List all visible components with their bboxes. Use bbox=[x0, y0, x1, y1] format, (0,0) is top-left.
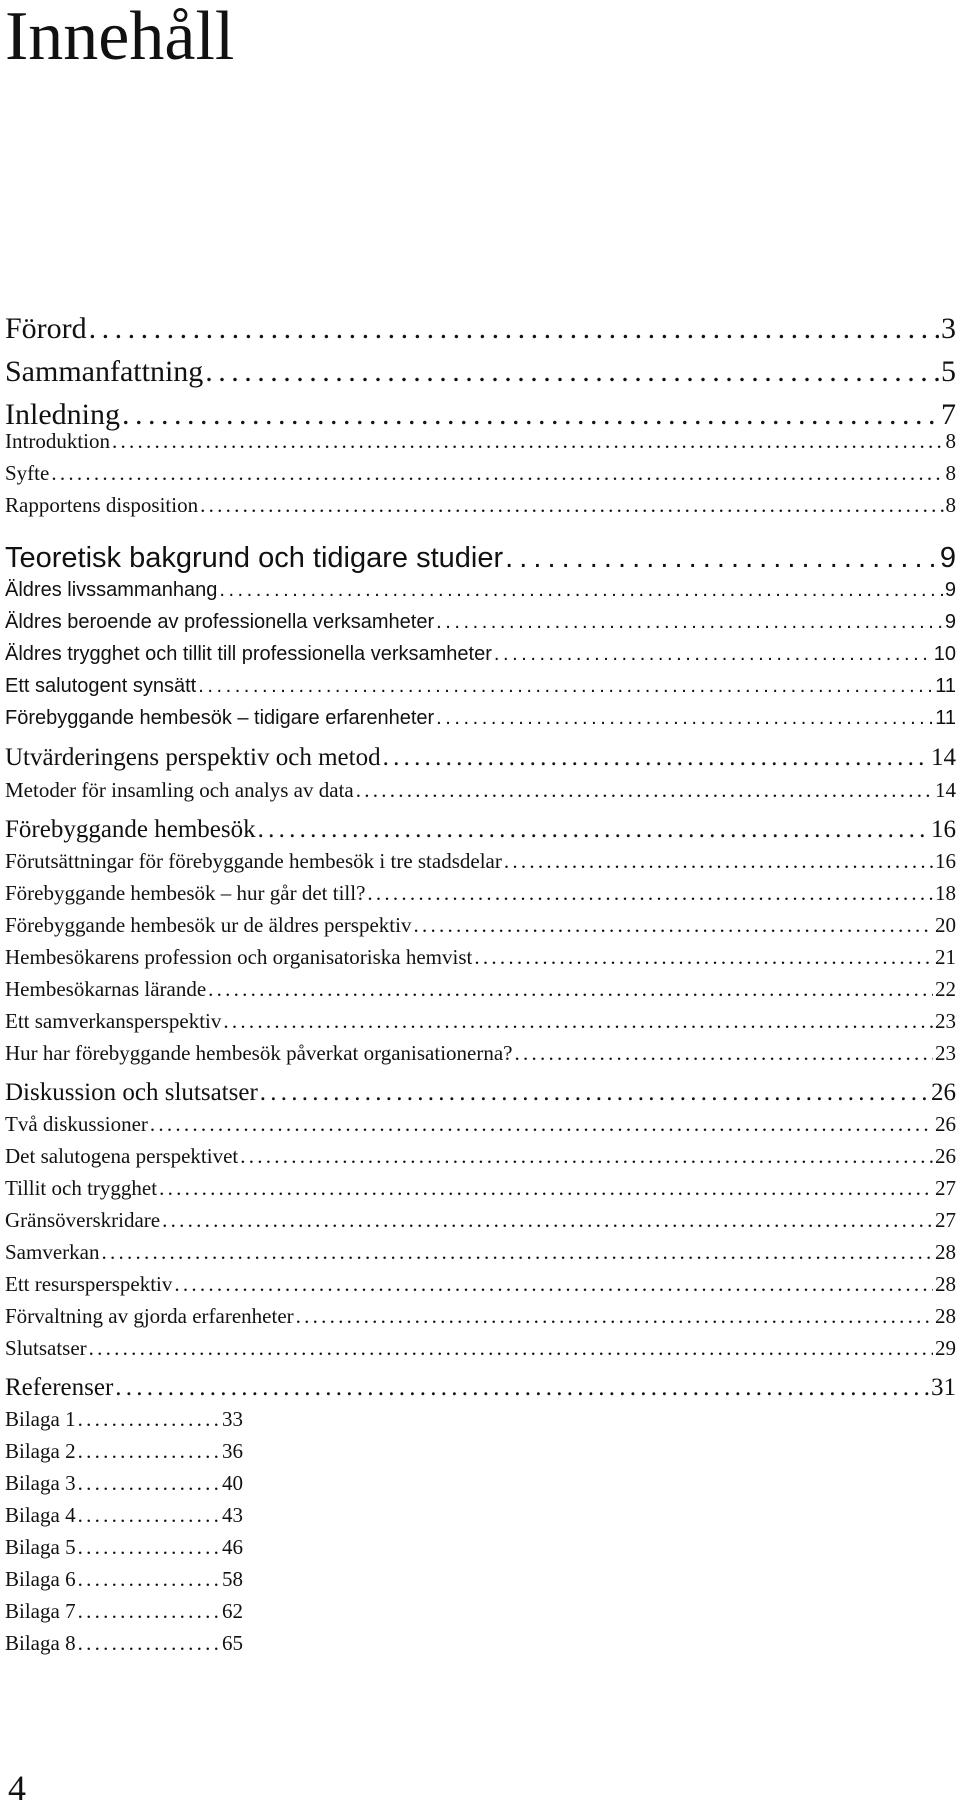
toc-label: Förebyggande hembesök – tidigare erfarenheter bbox=[5, 707, 435, 729]
toc-page: 8 bbox=[945, 429, 956, 453]
toc-page: 62 bbox=[222, 1599, 243, 1623]
toc-entry[interactable] bbox=[5, 577, 956, 603]
toc-entry[interactable] bbox=[5, 944, 956, 970]
toc-leader bbox=[78, 1438, 220, 1464]
toc-label: Det salutogena perspektivet bbox=[5, 1144, 239, 1168]
toc-leader bbox=[78, 1406, 220, 1432]
toc-leader bbox=[296, 1303, 933, 1329]
toc-label: Bilaga 5 bbox=[5, 1535, 76, 1559]
toc-label: Bilaga 3 bbox=[5, 1471, 76, 1495]
toc-label: Ett resursperspektiv bbox=[5, 1272, 173, 1296]
toc-entry[interactable] bbox=[5, 880, 956, 906]
toc-entry[interactable] bbox=[5, 492, 956, 518]
toc-page: 5 bbox=[941, 355, 956, 388]
toc-page: 10 bbox=[933, 643, 956, 665]
toc-entry[interactable] bbox=[5, 355, 956, 389]
toc-entry[interactable] bbox=[5, 743, 956, 773]
toc-label: Bilaga 2 bbox=[5, 1439, 76, 1463]
toc-page: 9 bbox=[944, 579, 956, 601]
toc-leader bbox=[198, 673, 933, 699]
toc-page: 8 bbox=[945, 461, 956, 485]
toc-leader bbox=[78, 1470, 220, 1496]
toc-leader bbox=[205, 355, 939, 389]
toc-entry[interactable] bbox=[5, 1111, 956, 1137]
toc-page: 16 bbox=[931, 816, 956, 843]
toc-leader bbox=[504, 848, 933, 874]
toc-label: Förutsättningar för förebyggande hembesök i tre stadsdelar bbox=[5, 849, 502, 873]
toc-entry[interactable] bbox=[5, 848, 956, 874]
toc-label: Syfte bbox=[5, 461, 50, 485]
toc-leader bbox=[436, 705, 933, 731]
toc-leader bbox=[383, 743, 929, 773]
toc-page: 7 bbox=[941, 398, 956, 431]
toc-label: Hembesökarens profession och organisatoriska hemvist bbox=[5, 945, 473, 969]
toc-leader bbox=[436, 609, 943, 635]
toc-page: 14 bbox=[931, 744, 956, 771]
toc-entry[interactable] bbox=[5, 912, 956, 938]
toc-leader bbox=[494, 641, 932, 667]
toc-leader bbox=[174, 1271, 933, 1297]
toc-label: Äldres livssammanhang bbox=[5, 579, 218, 601]
toc-label: Sammanfattning bbox=[5, 355, 204, 388]
toc-entry[interactable] bbox=[5, 705, 956, 731]
toc-page: 26 bbox=[935, 1144, 956, 1168]
toc-entry[interactable] bbox=[5, 460, 956, 486]
toc-entry-appendix[interactable] bbox=[5, 1438, 243, 1464]
toc-page: 28 bbox=[935, 1272, 956, 1296]
toc-label: Diskussion och slutsatser bbox=[5, 1079, 258, 1106]
toc-entry[interactable] bbox=[5, 1271, 956, 1297]
toc-entry-appendix[interactable] bbox=[5, 1566, 243, 1592]
toc-label: Introduktion bbox=[5, 429, 110, 453]
toc-page: 26 bbox=[935, 1112, 956, 1136]
toc-label: Utvärderingens perspektiv och metod bbox=[5, 744, 381, 771]
toc-leader bbox=[122, 398, 939, 432]
toc-label: Slutsatser bbox=[5, 1336, 87, 1360]
toc-page: 11 bbox=[935, 675, 956, 697]
toc-entry-appendix[interactable] bbox=[5, 1598, 243, 1624]
toc-page: 11 bbox=[935, 707, 956, 729]
toc-page: 58 bbox=[222, 1567, 243, 1591]
toc-leader bbox=[515, 1040, 934, 1066]
toc-entry-appendix[interactable] bbox=[5, 1534, 243, 1560]
toc-page: 20 bbox=[935, 913, 956, 937]
toc-page: 22 bbox=[935, 977, 956, 1001]
toc-label: Hur har förebyggande hembesök påverkat organisationerna? bbox=[5, 1041, 513, 1065]
toc-page: 9 bbox=[939, 542, 956, 574]
toc-entry[interactable] bbox=[5, 541, 956, 575]
toc-label: Metoder för insamling och analys av data bbox=[5, 778, 354, 802]
toc-page: 27 bbox=[935, 1176, 956, 1200]
toc-label: Samverkan bbox=[5, 1240, 100, 1264]
toc-entry[interactable] bbox=[5, 641, 956, 667]
toc-leader bbox=[78, 1534, 220, 1560]
toc-leader bbox=[78, 1502, 220, 1528]
page-number: 4 bbox=[8, 1768, 26, 1808]
toc-label: Hembesökarnas lärande bbox=[5, 977, 207, 1001]
toc-entry[interactable] bbox=[5, 428, 956, 454]
toc-label: Förvaltning av gjorda erfarenheter bbox=[5, 1304, 294, 1328]
toc-label: Äldres trygghet och tillit till professionella verksamheter bbox=[5, 643, 492, 665]
toc-label: Förord bbox=[5, 312, 87, 345]
toc-leader bbox=[505, 541, 938, 575]
toc-leader bbox=[200, 492, 943, 518]
toc-entry[interactable] bbox=[5, 312, 956, 346]
toc-leader bbox=[89, 1335, 933, 1361]
toc-label: Förebyggande hembesök ur de äldres perspektiv bbox=[5, 913, 412, 937]
toc-label: Bilaga 7 bbox=[5, 1599, 76, 1623]
toc-entry[interactable] bbox=[5, 1335, 956, 1361]
toc-label: Bilaga 1 bbox=[5, 1407, 76, 1431]
toc-page: 46 bbox=[222, 1535, 243, 1559]
toc-leader bbox=[115, 1373, 929, 1403]
toc-leader bbox=[78, 1630, 220, 1656]
toc-page: 8 bbox=[945, 493, 956, 517]
toc-page: 40 bbox=[222, 1471, 243, 1495]
toc-leader bbox=[367, 880, 933, 906]
toc-label: Två diskussioner bbox=[5, 1112, 148, 1136]
toc-entry[interactable] bbox=[5, 1207, 956, 1233]
toc-entry-appendix[interactable] bbox=[5, 1630, 243, 1656]
toc-entry-appendix[interactable] bbox=[5, 1470, 243, 1496]
toc-label: Bilaga 8 bbox=[5, 1631, 76, 1655]
toc-page: 28 bbox=[935, 1240, 956, 1264]
toc-leader bbox=[474, 944, 933, 970]
toc-leader bbox=[219, 577, 943, 603]
toc-page: 21 bbox=[935, 945, 956, 969]
toc-leader bbox=[258, 815, 929, 845]
toc-label: Tillit och trygghet bbox=[5, 1176, 158, 1200]
toc-page: 27 bbox=[935, 1208, 956, 1232]
toc-page: 26 bbox=[931, 1079, 956, 1106]
toc-page: 65 bbox=[222, 1631, 243, 1655]
toc-entry[interactable] bbox=[5, 1040, 956, 1066]
toc-label: Teoretisk bakgrund och tidigare studier bbox=[5, 542, 504, 574]
toc-page: 9 bbox=[944, 611, 956, 633]
toc-page: 28 bbox=[935, 1304, 956, 1328]
toc-leader bbox=[413, 912, 933, 938]
toc-page: 18 bbox=[935, 881, 956, 905]
toc-leader bbox=[162, 1207, 933, 1233]
toc-leader bbox=[260, 1078, 929, 1108]
toc-leader bbox=[356, 777, 933, 803]
toc-leader bbox=[150, 1111, 933, 1137]
toc-page: 31 bbox=[931, 1374, 956, 1401]
toc-leader bbox=[159, 1175, 933, 1201]
toc-entry[interactable] bbox=[5, 1175, 956, 1201]
toc-entry[interactable] bbox=[5, 398, 956, 432]
toc-page: 23 bbox=[935, 1009, 956, 1033]
toc-page: 16 bbox=[935, 849, 956, 873]
toc-leader bbox=[240, 1143, 933, 1169]
toc-label: Inledning bbox=[5, 398, 120, 431]
toc-leader bbox=[101, 1239, 933, 1265]
toc-label: Äldres beroende av professionella verksamheter bbox=[5, 611, 435, 633]
toc-label: Förebyggande hembesök bbox=[5, 816, 256, 843]
toc-leader bbox=[51, 460, 943, 486]
toc-page: 36 bbox=[222, 1439, 243, 1463]
toc-entry[interactable] bbox=[5, 1373, 956, 1403]
toc-page: 29 bbox=[935, 1336, 956, 1360]
toc-entry[interactable] bbox=[5, 1303, 956, 1329]
toc-leader bbox=[89, 312, 939, 346]
toc-entry[interactable] bbox=[5, 673, 956, 699]
toc-label: Förebyggande hembesök – hur går det till? bbox=[5, 881, 366, 905]
toc-entry-appendix[interactable] bbox=[5, 1502, 243, 1528]
toc-leader bbox=[223, 1008, 933, 1034]
page-title: Innehåll bbox=[5, 0, 235, 75]
toc-entry[interactable] bbox=[5, 815, 956, 845]
toc-label: Referenser bbox=[5, 1374, 114, 1401]
toc-page: 33 bbox=[222, 1407, 243, 1431]
toc-entry[interactable] bbox=[5, 609, 956, 635]
toc-label: Rapportens disposition bbox=[5, 493, 199, 517]
toc-label: Gränsöverskridare bbox=[5, 1208, 161, 1232]
toc-entry-appendix[interactable] bbox=[5, 1406, 243, 1432]
toc-entry[interactable] bbox=[5, 1143, 956, 1169]
toc-page: 23 bbox=[935, 1041, 956, 1065]
toc-label: Bilaga 4 bbox=[5, 1503, 76, 1527]
toc-leader bbox=[78, 1566, 220, 1592]
toc-page: 14 bbox=[935, 778, 956, 802]
toc-leader bbox=[78, 1598, 220, 1624]
toc-entry[interactable] bbox=[5, 1008, 956, 1034]
toc-page: 3 bbox=[941, 312, 956, 345]
toc-label: Bilaga 6 bbox=[5, 1567, 76, 1591]
toc-entry[interactable] bbox=[5, 976, 956, 1002]
toc-entry[interactable] bbox=[5, 1078, 956, 1108]
toc-entry[interactable] bbox=[5, 1239, 956, 1265]
toc-entry[interactable] bbox=[5, 777, 956, 803]
toc-label: Ett samverkansperspektiv bbox=[5, 1009, 222, 1033]
toc-leader bbox=[112, 428, 944, 454]
toc-page: 43 bbox=[222, 1503, 243, 1527]
toc-leader bbox=[208, 976, 933, 1002]
toc-label: Ett salutogent synsätt bbox=[5, 675, 197, 697]
